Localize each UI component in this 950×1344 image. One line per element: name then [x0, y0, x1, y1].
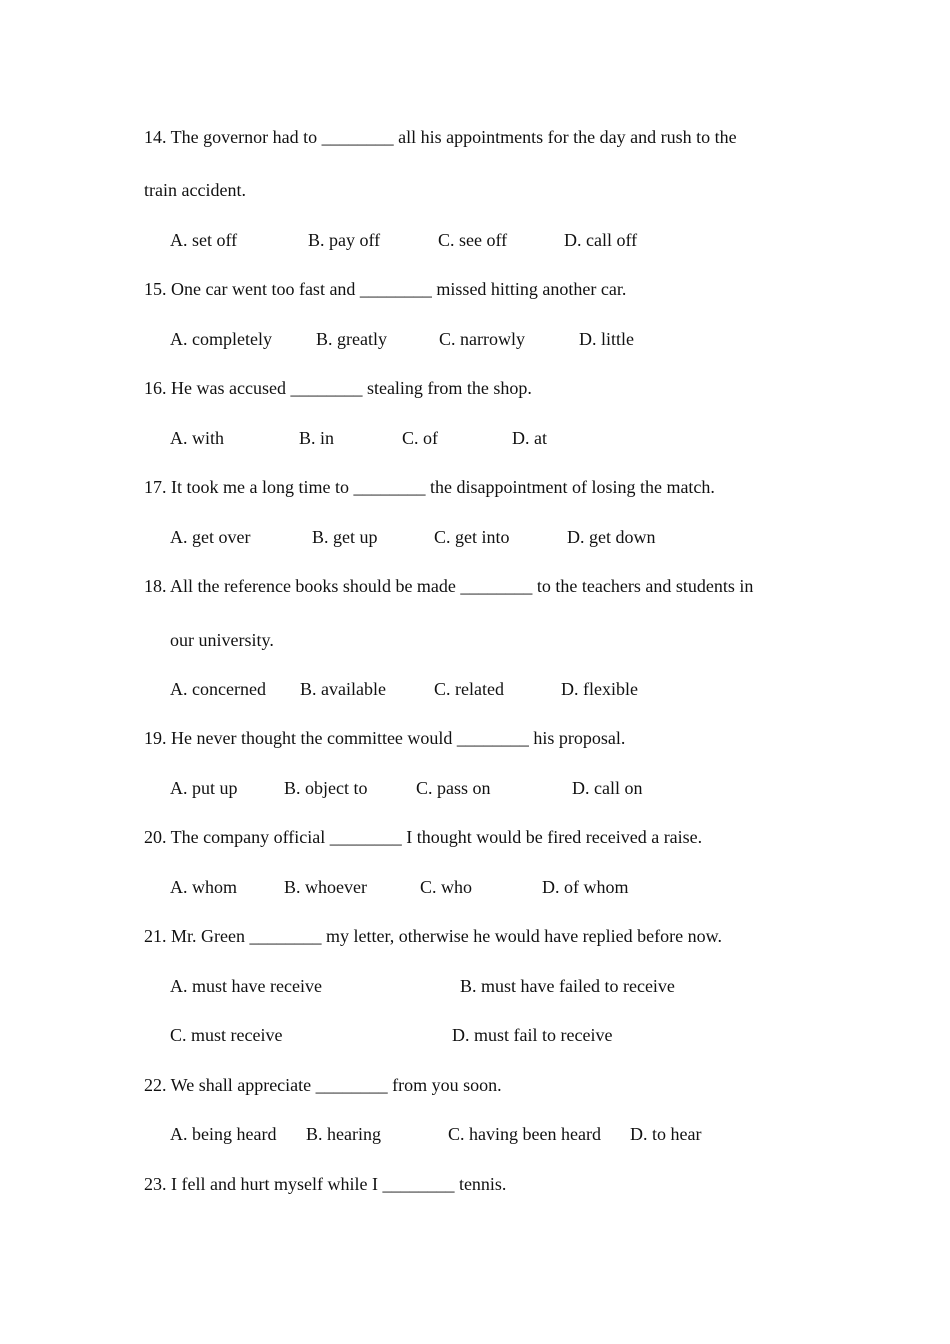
- question-22-option-a: A. being heard: [170, 1124, 277, 1144]
- question-19-option-c: C. pass on: [416, 778, 491, 798]
- question-19-option-b: B. object to: [284, 778, 368, 798]
- question-16-option-b: B. in: [299, 428, 335, 448]
- question-14-option-c: C. see off: [438, 230, 508, 250]
- question-22-text: 22. We shall appreciate ________ from you soon.: [144, 1075, 502, 1095]
- question-17-option-a: A. get over: [170, 527, 251, 547]
- question-15-option-b: B. greatly: [316, 329, 387, 349]
- question-16-option-a: A. with: [170, 428, 224, 448]
- question-20-option-c: C. who: [420, 877, 473, 897]
- question-18-option-a: A. concerned: [170, 679, 266, 699]
- question-16-text: 16. He was accused ________ stealing from the shop.: [144, 378, 532, 398]
- question-17-option-b: B. get up: [312, 527, 378, 547]
- question-17-option-d: D. get down: [567, 527, 656, 547]
- question-21-option-b: B. must have failed to receive: [460, 976, 675, 996]
- question-19-option-d: D. call on: [572, 778, 643, 798]
- question-15-option-a: A. completely: [170, 329, 272, 349]
- question-18-option-b: B. available: [300, 679, 386, 699]
- question-17-text: 17. It took me a long time to ________ the disappointment of losing the match.: [144, 477, 715, 497]
- question-22-option-b: B. hearing: [306, 1124, 381, 1144]
- question-18-option-c: C. related: [434, 679, 504, 699]
- question-20-option-a: A. whom: [170, 877, 237, 897]
- question-21-text: 21. Mr. Green ________ my letter, otherwise he would have replied before now.: [144, 926, 722, 946]
- question-14-option-a: A. set off: [170, 230, 238, 250]
- question-20-option-d: D. of whom: [542, 877, 629, 897]
- question-17-option-c: C. get into: [434, 527, 510, 547]
- question-20-option-b: B. whoever: [284, 877, 367, 897]
- question-16-option-c: C. of: [402, 428, 438, 448]
- question-18-text-continued: our university.: [170, 630, 274, 650]
- question-18-option-d: D. flexible: [561, 679, 638, 699]
- question-14-option-b: B. pay off: [308, 230, 381, 250]
- question-23-text: 23. I fell and hurt myself while I ________ tennis.: [144, 1174, 507, 1194]
- question-18-text: 18. All the reference books should be made ________ to the teachers and students in: [144, 576, 754, 596]
- question-22-option-d: D. to hear: [630, 1124, 702, 1144]
- question-14-text: 14. The governor had to ________ all his appointments for the day and rush to the: [144, 127, 737, 147]
- question-16-option-d: D. at: [512, 428, 547, 448]
- question-20-text: 20. The company official ________ I thought would be fired received a raise.: [144, 827, 703, 847]
- question-21-option-c: C. must receive: [170, 1025, 283, 1045]
- question-19-text: 19. He never thought the committee would ________ his proposal.: [144, 728, 626, 748]
- question-15-option-c: C. narrowly: [439, 329, 525, 349]
- question-21-option-d: D. must fail to receive: [452, 1025, 613, 1045]
- question-22-option-c: C. having been heard: [448, 1124, 601, 1144]
- question-14-option-d: D. call off: [564, 230, 638, 250]
- question-21-option-a: A. must have receive: [170, 976, 322, 996]
- question-15-text: 15. One car went too fast and ________ missed hitting another car.: [144, 279, 627, 299]
- question-19-option-a: A. put up: [170, 778, 238, 798]
- question-15-option-d: D. little: [579, 329, 634, 349]
- question-14-text-continued: train accident.: [144, 180, 246, 200]
